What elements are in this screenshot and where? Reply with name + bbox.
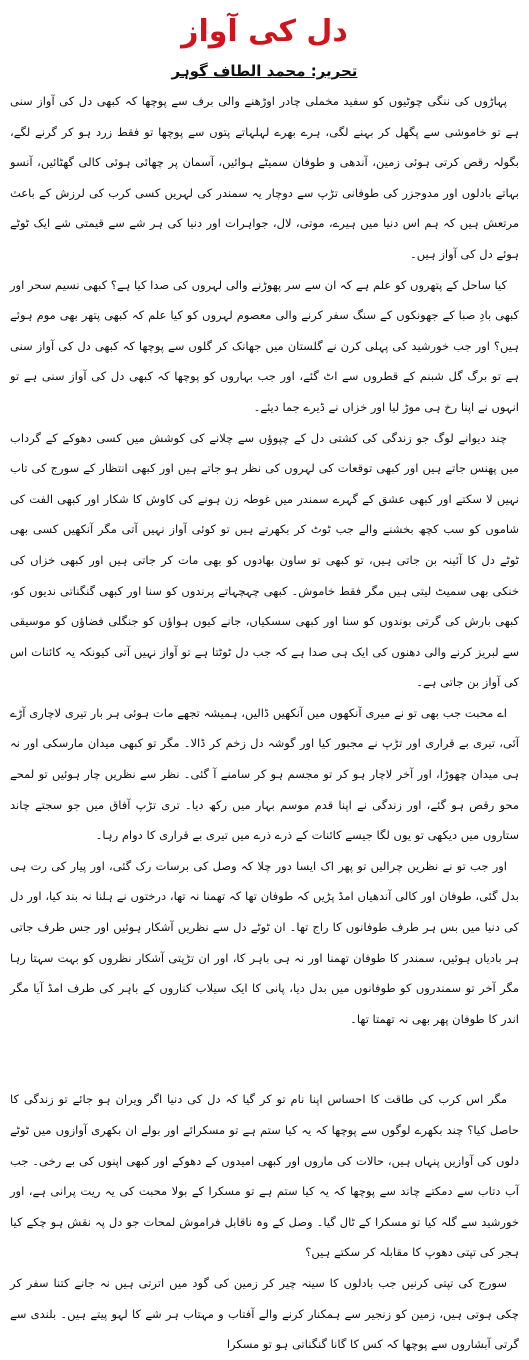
paragraph-7: سورج کی تپتی کرنیں جب بادلوں کا سینہ چیر کر زمین کی گود میں اترتی ہیں نہ جانے کتنا سفر کر چکی ہوتی ہیں، زمین کو زنجیر سے ہمکنار کرنے والے آفتاب و مہتاب ہر شے کا لہو پیتے ہیں۔ بلندی سے گرتی آبشاروں سے پوچھا کہ کس کا گانا گنگناتی ہو تو مسکرا	[10, 1275, 519, 1352]
paragraph-1: پہاڑوں کی ننگی چوٹیوں کو سفید مخملی چادر اوڑھنے والی برف سے پوچھا کہ کبھی دل کی آواز سنی ہے تو خاموشی سے پگھل کر بہنے لگی، ہرے بھرے لہلہاتے پتوں سے پوچھا تو فقط زرد ہو کر گرنے لگے، بگولہ رقص کرتی ہوئی زمین، آندھی و طوفان سمیٹے ہوائیں، آسمان پر چھائی ہوئی کالی گھٹائیں، آنسو بہاتے بادلوں اور مدوجزر کی طوفانی تڑپ سے دوچار یہ سمندر کی لہریں کسی کرب کی لرزش کے باعث مرتعش ہیں کہ ہم اس دنیا میں ہیرے، موتی، لال، جواہرات اور دنیا کی ہر شے سے قیمتی شے ایک ٹوٹے ہوئے دل کی آواز ہیں۔	[10, 94, 519, 261]
paragraph-4: اے محبت جب بھی تو نے میری آنکھوں میں آنکھیں ڈالیں، ہمیشہ تجھے مات ہوئی ہر بار تیری لاچاری آڑے آئی، تیری بے قراری اور تڑپ نے مجبور کیا اور گوشہ دل زخم کر ڈالا۔ مگر تو کبھی میدان مارسکی اور نہ ہی میدان چھوڑا، اور آخر لاچار ہو کر تو مجسم ہو کر سامنے آ گئی۔ نظر سے نظریں چار ہوئیں تو لمحے محو رقص ہو گئے، اور زندگی نے اپنا قدم موسم بہار میں رکھ دیا۔ تری تڑپ آفاق میں جو سجتے چاند ستاروں میں دیکھی تو یوں لگا جیسے کائنات کے ذرے ذرے میں تیری بے قراری کا دوام رہا۔	[10, 705, 519, 843]
paragraph-2: کیا ساحل کے پتھروں کو علم ہے کہ ان سے سر پھوڑنے والی لہروں کی صدا کیا ہے؟ کبھی نسیم سحر اور کبھی بادِ صبا کے جھونکوں کے سنگ سفر کرنے والی معصوم لہروں کو کیا علم کہ کبھی پتھر بھی موم ہوئے ہیں؟ اور جب خورشید کی پہلی کرن نے گلستان میں جھانک کر گلوں سے پوچھا کہ کبھی دل کی آواز سنی ہے تو برگ گل شبنم کے قطروں سے اٹ گئے، اور جب بہاروں کو پوچھا کہ کبھی دل کی آواز سنی ہے تو انہوں نے اپنا رخ ہی موڑ لیا اور خزاں نے ڈیرے جما دیئے۔	[10, 277, 519, 414]
paragraph-6: مگر اس کرب کی طاقت کا احساس اپنا نام تو کر گیا کہ دل کی دنیا اگر ویران ہو جائے تو زندگی کا حاصل کیا؟ چند بکھرے لوگوں سے پوچھا کہ یہ کیا ستم ہے تو مسکرائے اور بولے ان بکھری آوازوں میں ٹوٹے دلوں کی آوازیں پنہاں ہیں، حالات کی ماروں اور کبھی امیدوں کے دھوکے اور کبھی اپنوں کی بے رخی۔ جب آب دتاب سے دمکتے چاند سے پوچھا کہ یہ کیا ستم ہے تو مسکرا کے بولا محبت کی یہ ریت پرانی ہے، اور خورشید سے گلہ کیا تو مسکرا کے ٹال گیا۔ وصل کے وہ ناقابل فراموش لمحات جو دل پہ نقش ہو چکے کیا ہجر کی تپتی دھوپ کا مقابلہ کر سکتے ہیں؟	[10, 1092, 519, 1260]
article-title: دل کی آواز	[181, 14, 348, 49]
article-byline: تحریر: محمد الطاف گوہر	[171, 62, 358, 80]
section-gap	[10, 1034, 519, 1084]
paragraph-3: چند دیوانے لوگ جو زندگی کی کشتی دل کے چپوؤں سے چلانے کی کوشش میں کسی دھوکے کے گرداب میں پھنس جاتے ہیں اور کبھی توقعات کی لہروں کی نظر ہو جاتے ہیں اور کبھی انتظار کے سورج کی تاب نہیں لا سکتے اور کبھی عشق کے گہرے سمندر میں غوطہ زن ہونے کی کاوش کا شکار اور کبھی الفت کی شاموں کو سب کچھ بخشنے والے جب ٹوٹ کر بکھرتے ہیں تو کوئی آواز نہیں آتی مگر آنکھیں کسی بھی ٹوٹے دل کا آئینہ بن جاتی ہیں، تو کبھی تو ساون بھادوں کو بھی مات کر جاتی ہیں اور کبھی خزاں کی خنکی بھی سمیٹ لیتی ہیں مگر فقط خاموش۔ کبھی چہچہاتے پرندوں کو سنا اور کبھی گنگناتی ندیوں کو، کبھی بارش کی گرتی بوندوں کو سنا اور کبھی سسکیاں، جانے کیوں ہواؤں کو جنگلی فضاؤں کو موسیقی سے لبریز کرنے والی دھنوں کی ایک ہی صدا ہے کہ جب دل ٹوٹتا ہے تو آواز نہیں آتی کیونکہ یہ کائنات اس کی آواز بن جاتی ہے۔	[10, 430, 519, 690]
article-body	[10, 86, 519, 1360]
paragraph-5: اور جب تو نے نظریں چرالیں تو پھر اک ایسا دور چلا کہ وصل کی برسات رک گئی، اور پیار کی رت ہی بدل گئی، طوفان اور کالی آندھیاں امڈ پڑیں کہ طوفان تھا کہ تھمنا نہ تھا، درختوں نے ہلنا نہ بند کیا، اور دل کی دنیا میں بس ہر طرف طوفانوں کا راج تھا۔ ان ٹوٹے دل سے نظریں آشکار ہوئیں اور جس طرف جاتی ہر بادیاں ہوئیں، سمندر کا طوفان تھمنا اور نہ ہی باہر کا، اور ان تڑپتی آشکار نظروں کو بہت سہتا رہا مگر آخر تو سمندروں کو طوفانوں میں بدل دیا، پانی کا ایک سیلاب کناروں کے باہر کی طرف امڈ آیا مگر اندر کا طوفان پھر بھی نہ تھمتا تھا۔	[10, 858, 519, 1026]
